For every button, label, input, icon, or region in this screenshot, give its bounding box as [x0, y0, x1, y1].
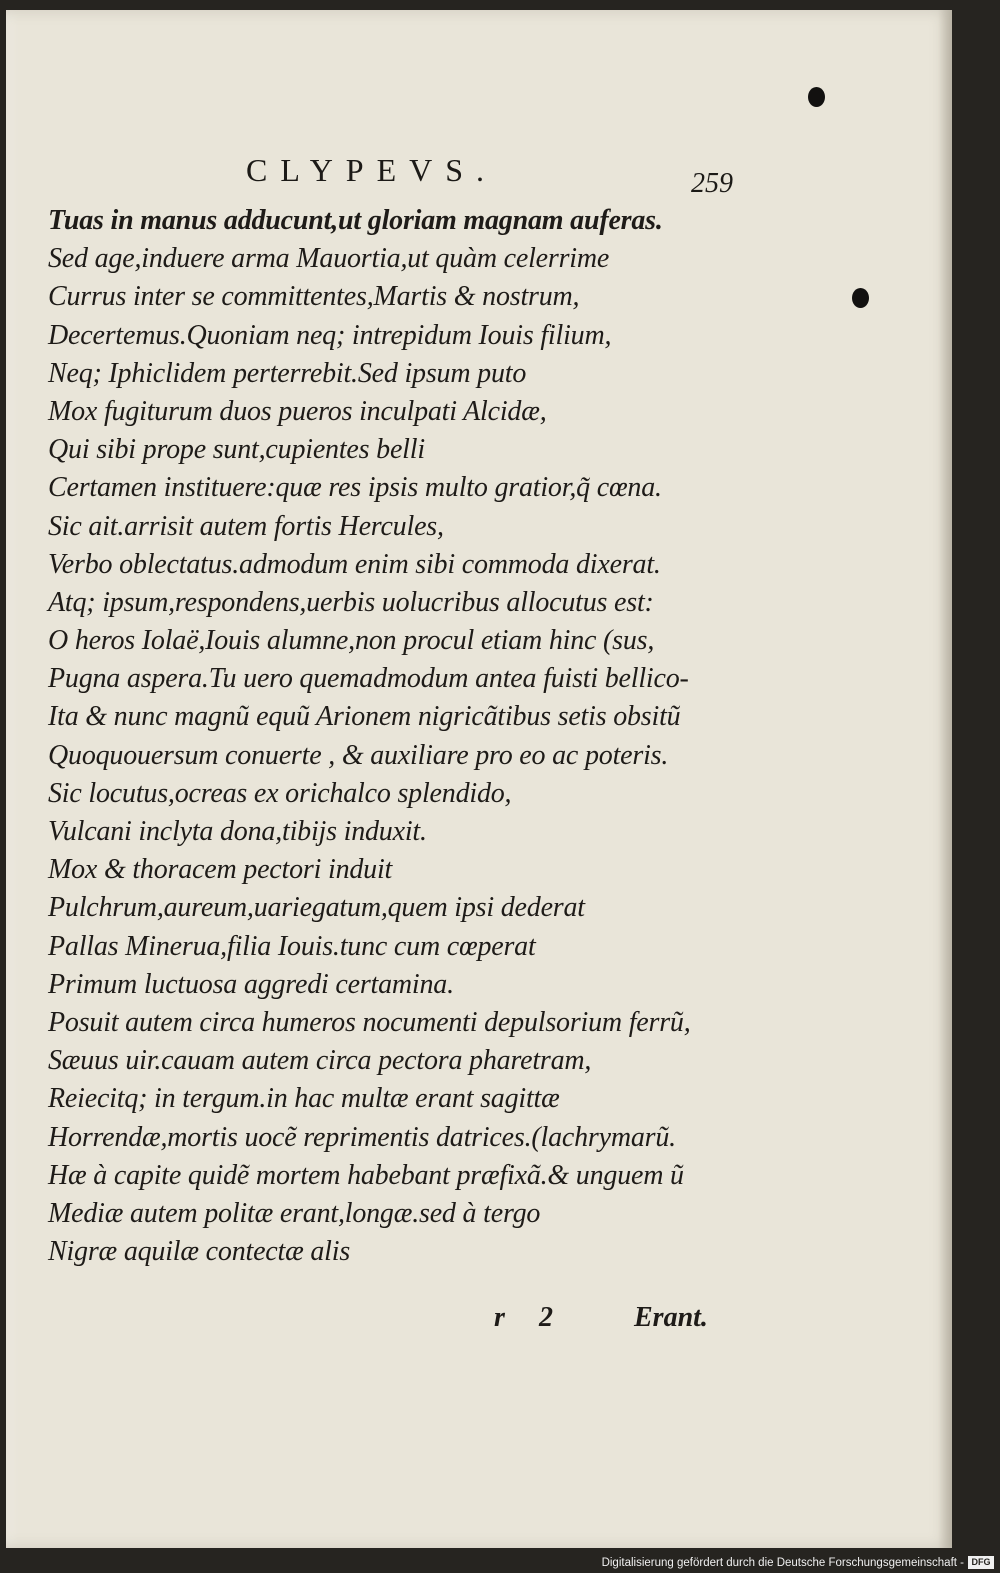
text-line: Currus inter se committentes,Martis & nostrum,	[48, 281, 580, 313]
text-line: Horrendæ,mortis uocẽ reprimentis datrices.(lachrymarũ.	[48, 1121, 676, 1153]
text-line: Mediæ autem politæ erant,longæ.sed à tergo	[48, 1197, 541, 1229]
text-line: O heros Iolaë,Iouis alumne,non procul etiam hinc (sus,	[48, 625, 655, 657]
text-line: Qui sibi prope sunt,cupientes belli	[48, 434, 425, 466]
signature-mark: r	[494, 1302, 505, 1333]
text-line: Pallas Minerua,filia Iouis.tunc cum cœperat	[48, 930, 536, 962]
text-line: Sic ait.arrisit autem fortis Hercules,	[48, 510, 444, 542]
text-line: Decertemus.Quoniam neq; intrepidum Iouis filium,	[48, 319, 612, 351]
text-line: Certamen instituere:quæ res ipsis multo gratior,q̃ cœna.	[48, 472, 662, 504]
book-page	[6, 10, 952, 1548]
text-line: Ita & nunc magnũ equũ Arionem nigricãtibus setis obsitũ	[48, 701, 681, 733]
ink-spot	[852, 288, 869, 308]
text-line: Pugna aspera.Tu uero quemadmodum antea fuisti bellico-	[48, 663, 689, 695]
text-line: Quoquouersum conuerte , & auxiliare pro eo ac poteris.	[48, 739, 669, 771]
text-line: Nigræ aquilæ contectæ alis	[48, 1236, 351, 1268]
text-line: Reiecitq; in tergum.in hac multæ erant sagittæ	[48, 1083, 560, 1115]
text-line: Mox & thoracem pectori induit	[48, 854, 393, 886]
text-block	[48, 202, 768, 1271]
text-line: Posuit autem circa humeros nocumenti depulsorium ferrũ,	[48, 1006, 691, 1038]
text-line: Primum luctuosa aggredi certamina.	[48, 968, 454, 1000]
text-line: Atq; ipsum,respondens,uerbis uolucribus allocutus est:	[48, 586, 654, 618]
text-line: Mox fugiturum duos pueros inculpati Alcidæ,	[48, 395, 547, 427]
text-line: Tuas in manus adducunt,ut gloriam magnam auferas.	[48, 205, 663, 236]
text-line: Sed age,induere arma Mauortia,ut quàm celerrime	[48, 243, 610, 275]
text-line: Verbo oblectatus.admodum enim sibi commoda dixerat.	[48, 548, 661, 580]
signature-number: 2	[539, 1302, 553, 1333]
catchword: Erant.	[634, 1302, 708, 1333]
dfg-logo: DFG	[968, 1556, 994, 1569]
page-number: 259	[691, 168, 733, 199]
text-line: Sæuus uir.cauam autem circa pectora pharetram,	[48, 1045, 592, 1077]
text-line: Hæ à capite quidẽ mortem habebant præfixã.& unguem ũ	[48, 1159, 684, 1191]
text-line: Neq; Iphiclidem perterrebit.Sed ipsum puto	[48, 357, 527, 389]
text-line: Sic locutus,ocreas ex orichalco splendido,	[48, 777, 512, 809]
text-line: Vulcani inclyta dona,tibijs induxit.	[48, 816, 427, 847]
digitization-credit: Digitalisierung gefördert durch die Deutsche Forschungsgemeinschaft -	[601, 1557, 964, 1569]
running-header: CLYPEVS.	[246, 152, 498, 188]
ink-spot	[808, 87, 825, 107]
text-line: Pulchrum,aureum,uariegatum,quem ipsi dederat	[48, 892, 585, 924]
